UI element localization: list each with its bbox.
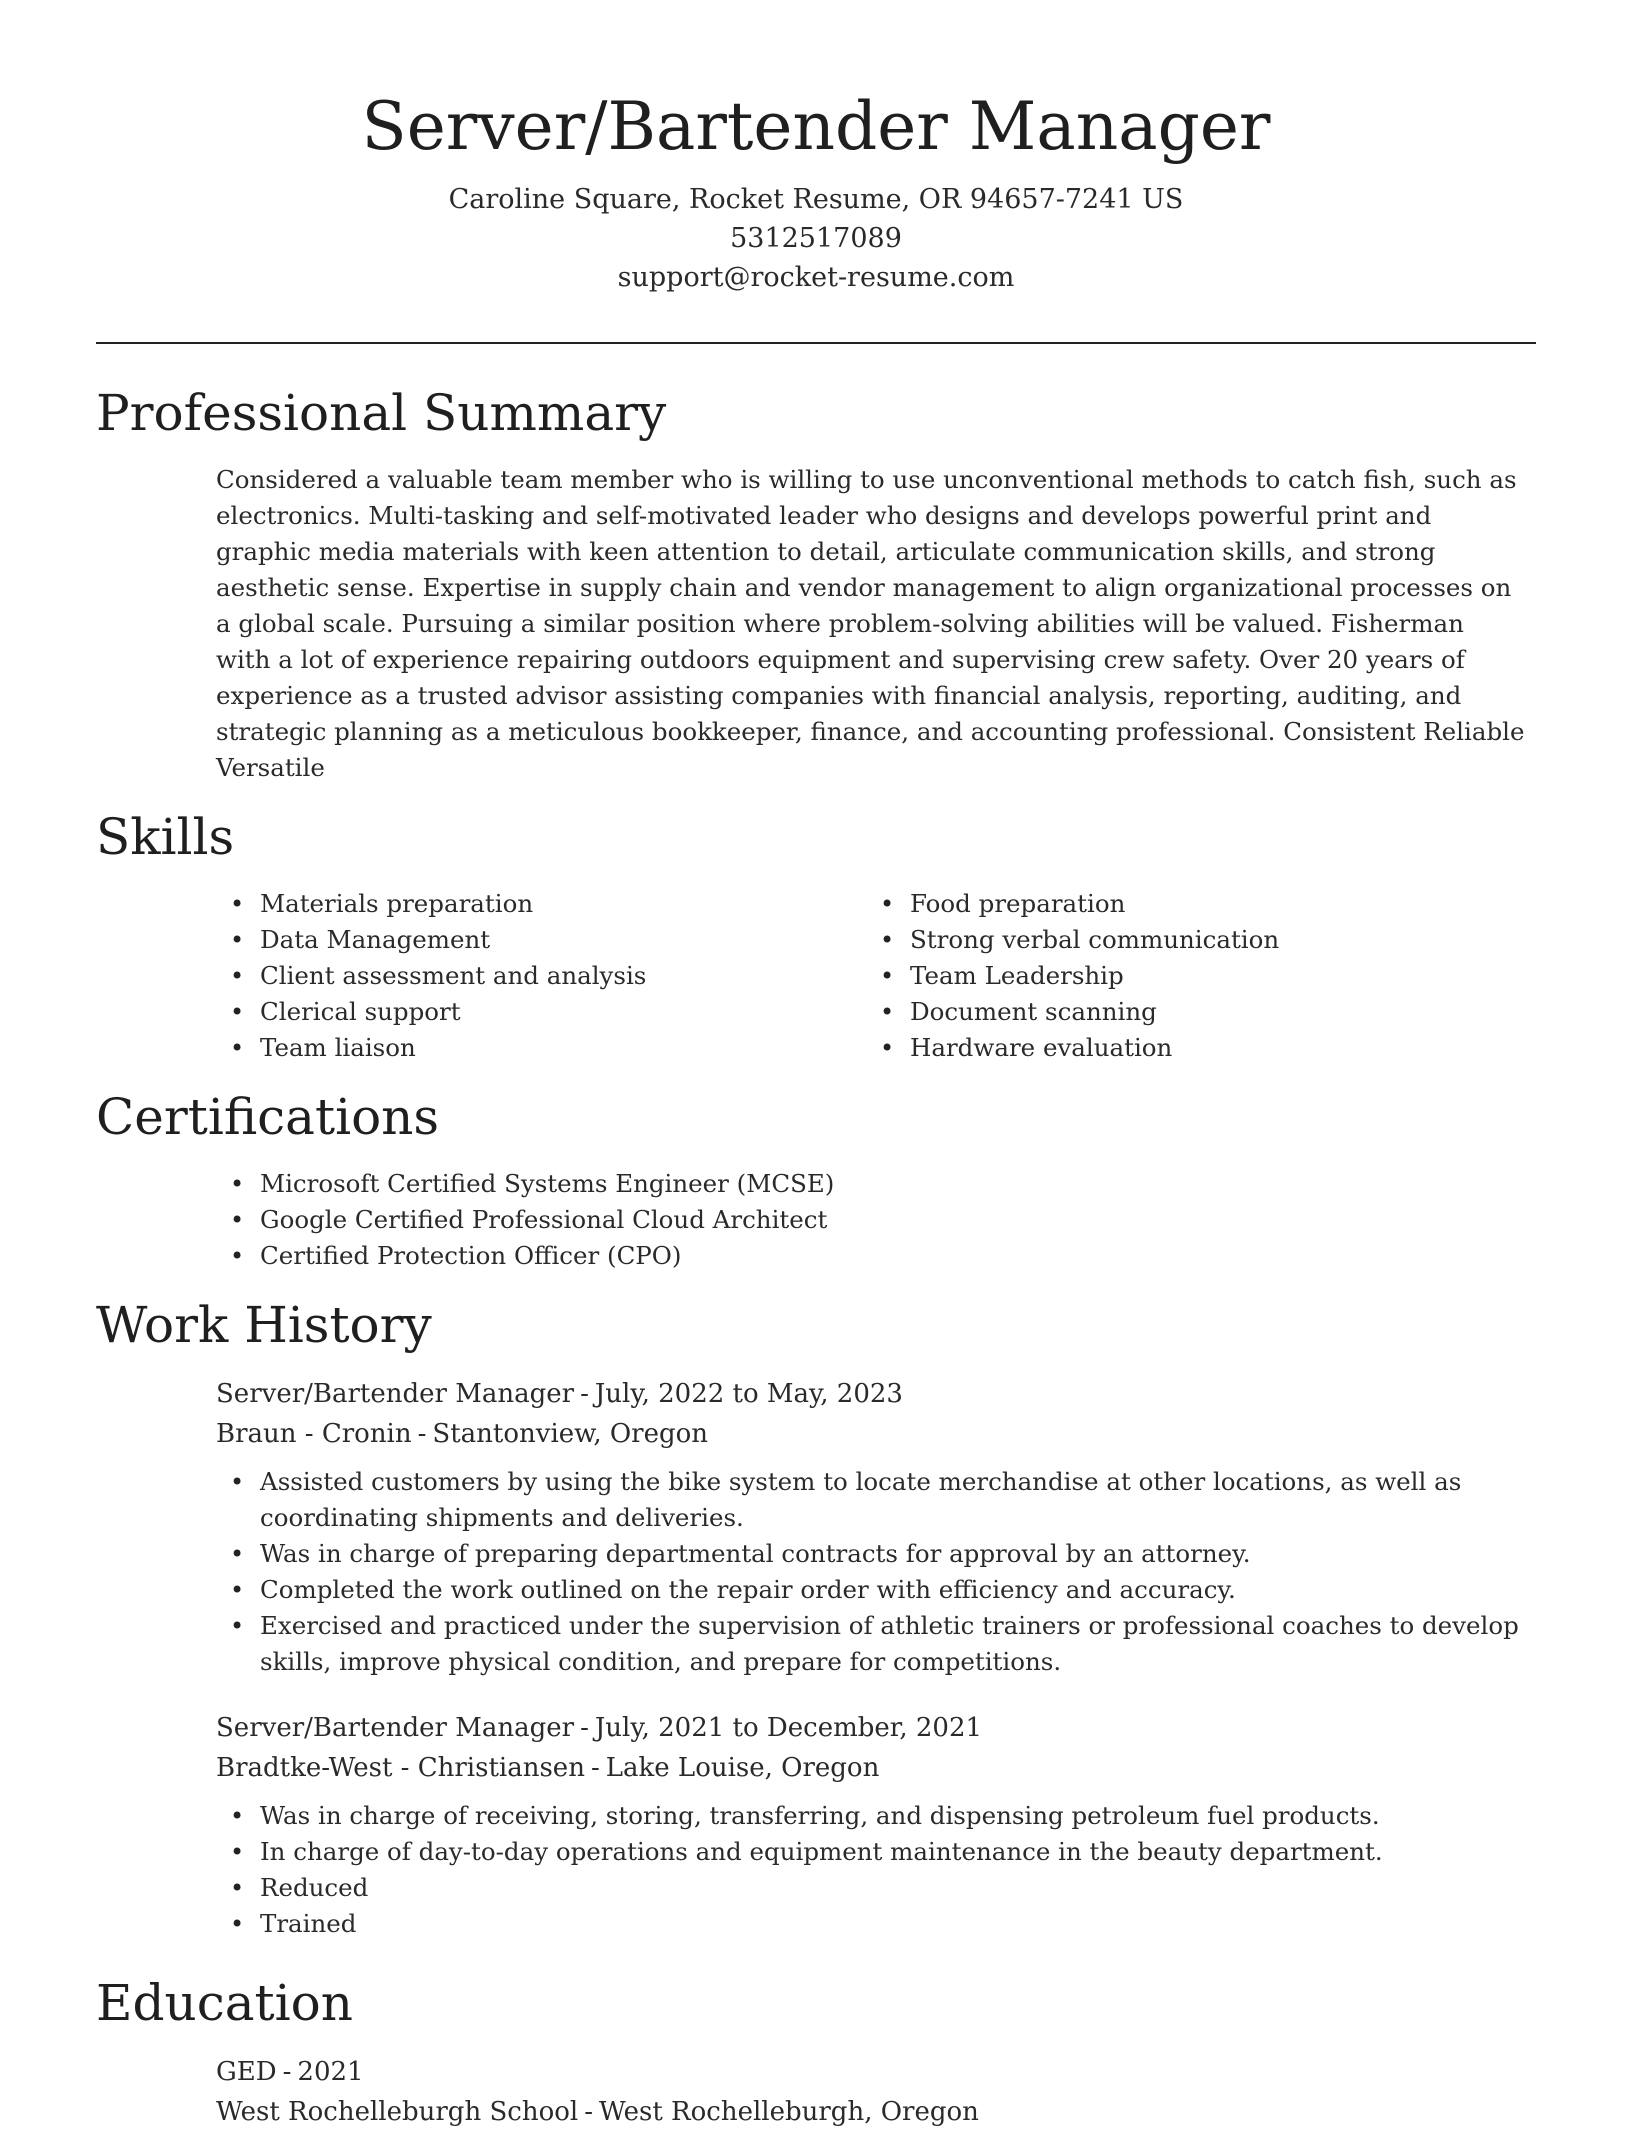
skills-columns [216, 886, 1526, 1066]
summary-heading: Professional Summary [96, 384, 667, 442]
job-company-line: Braun - Cronin - Stantonview, Oregon [216, 1419, 709, 1449]
job-location: Stantonview, Oregon [432, 1419, 709, 1449]
education-school: West Rochelleburgh School [216, 2097, 579, 2127]
skill-item: • Materials preparation [260, 886, 866, 922]
certification-item: • Google Certified Professional Cloud Architect [260, 1202, 1526, 1238]
job-bullet: • Was in charge of receiving, storing, transferring, and dispensing petroleum fuel products. [260, 1798, 1526, 1834]
skill-item: • Hardware evaluation [910, 1030, 1516, 1066]
skills-column-right [866, 886, 1516, 1066]
job-company-line: Bradtke-West - Christiansen - Lake Louise, Oregon [216, 1753, 880, 1783]
education-section [96, 1970, 1536, 2132]
job-entry [216, 1374, 1526, 1680]
job-dates: July, 2022 to May, 2023 [594, 1379, 903, 1409]
certification-item: • Certified Protection Officer (CPO) [260, 1238, 1526, 1274]
resume-header [0, 0, 1632, 297]
job-bullet: • Trained [260, 1906, 1526, 1942]
skill-item: • Data Management [260, 922, 866, 958]
resume-content [96, 380, 1536, 2150]
job-location: Lake Louise, Oregon [605, 1753, 880, 1783]
job-bullet: • Assisted customers by using the bike system to locate merchandise at other locations, as well as coordinating shipments and deliveries. [260, 1464, 1526, 1536]
education-school-line: West Rochelleburgh School - West Rochelleburgh, Oregon [216, 2097, 979, 2127]
summary-text: Considered a valuable team member who is willing to use unconventional methods to catch fish, such as electronics. Multi-tasking and self-motivated leader who designs and develops powerful print and graphic media materials with keen attention to detail, articulate communication skills, and strong aesthetic sense. Expertise in supply chain and vendor management to align organizational processes on a global scale. Pursuing a similar position where problem-solving abilities will be valued. Fisherman with a lot of experience repairing outdoors equipment and supervising crew safety. Over 20 years of experience as a trusted advisor assisting companies with financial analysis, reporting, auditing, and strategic planning as a meticulous bookkeeper, finance, and accounting professional. Consistent Reliable Versatile [216, 465, 1525, 782]
job-role: Server/Bartender Manager [216, 1713, 575, 1743]
skill-item: • Food preparation [910, 886, 1516, 922]
skill-item: • Document scanning [910, 994, 1516, 1030]
job-dates: July, 2021 to December, 2021 [594, 1713, 983, 1743]
job-company: Bradtke-West - Christiansen [216, 1753, 585, 1783]
job-bullet: • Reduced [260, 1870, 1526, 1906]
job-company: Braun - Cronin [216, 1419, 412, 1449]
work-history-section [96, 1292, 1536, 1942]
education-degree: GED [216, 2057, 277, 2087]
contact-address: Caroline Square, Rocket Resume, OR 94657-7241 US [448, 184, 1184, 215]
education-location: West Rochelleburgh, Oregon [599, 2097, 979, 2127]
contact-phone: 5312517089 [730, 223, 902, 254]
header-divider [96, 342, 1536, 344]
job-title-line: Server/Bartender Manager - July, 2022 to May, 2023 [216, 1379, 903, 1409]
skill-item: • Strong verbal communication [910, 922, 1516, 958]
candidate-name: Server/Bartender Manager [361, 88, 1271, 165]
job-bullet: • Exercised and practiced under the supervision of athletic trainers or professional coaches to develop skills, improve physical condition, and prepare for competitions. [260, 1608, 1526, 1680]
work-history-heading: Work History [96, 1296, 432, 1354]
skills-section [96, 804, 1536, 1066]
skills-column-left [216, 886, 866, 1066]
job-bullet: • In charge of day-to-day operations and equipment maintenance in the beauty department. [260, 1834, 1526, 1870]
education-degree-line: GED - 2021 [216, 2057, 364, 2087]
skill-item: • Client assessment and analysis [260, 958, 866, 994]
contact-email: support@rocket-resume.com [617, 262, 1015, 293]
job-bullet: • Completed the work outlined on the repair order with efficiency and accuracy. [260, 1572, 1526, 1608]
skills-heading: Skills [96, 808, 235, 866]
summary-section [96, 380, 1536, 786]
certifications-heading: Certifications [96, 1088, 440, 1146]
skill-item: • Team Leadership [910, 958, 1516, 994]
job-title-line: Server/Bartender Manager - July, 2021 to December, 2021 [216, 1713, 983, 1743]
job-bullet: • Was in charge of preparing departmental contracts for approval by an attorney. [260, 1536, 1526, 1572]
skill-item: • Clerical support [260, 994, 866, 1030]
education-heading: Education [96, 1974, 353, 2032]
job-role: Server/Bartender Manager [216, 1379, 575, 1409]
certification-item: • Microsoft Certified Systems Engineer (MCSE) [260, 1166, 1526, 1202]
job-entry [216, 1708, 1526, 1942]
education-year: 2021 [297, 2057, 364, 2087]
skill-item: • Team liaison [260, 1030, 866, 1066]
certifications-section [96, 1084, 1536, 1274]
contact-info [0, 180, 1632, 297]
